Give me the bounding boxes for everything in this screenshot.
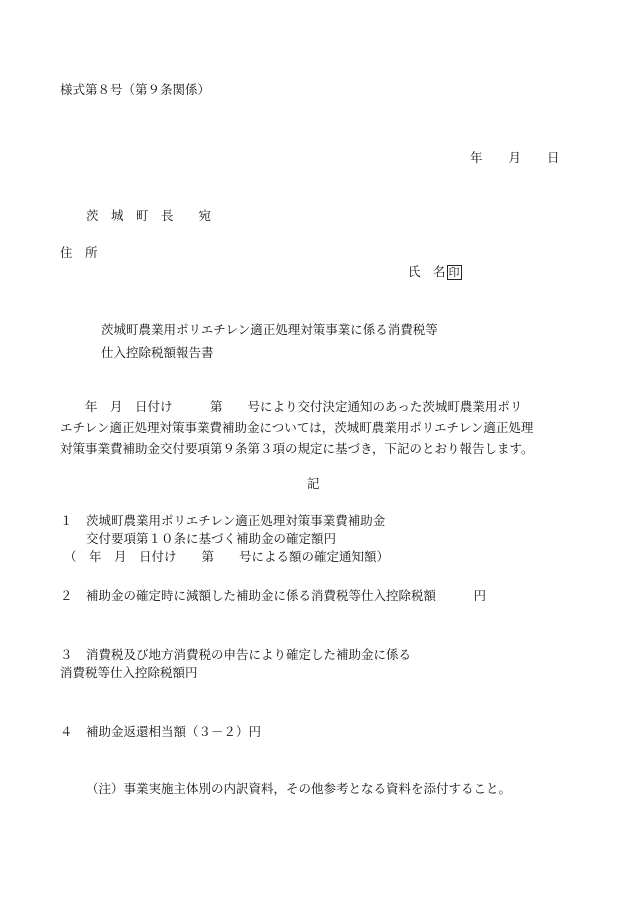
body-line-1: 年 月 日付け 第 号により交付決定通知のあった茨城町農業用ポリ (60, 399, 523, 414)
item-2 (60, 587, 486, 605)
ki-heading: 記 (307, 476, 320, 491)
body-line-2: エチレン適正処理対策事業費補助金については，茨城町農業用ポリエチレン適正処理 (60, 420, 534, 435)
item-2-number: ２ (60, 588, 73, 603)
body-paragraph (60, 396, 572, 459)
report-title (101, 318, 438, 364)
address-label: 住 所 (60, 245, 98, 260)
title-line-2: 仕入控除税額報告書 (101, 345, 214, 360)
addressee: 茨 城 町 長 宛 (86, 208, 212, 223)
date-day: 日 (547, 150, 560, 165)
item-2-line-1: 補助金の確定時に減額した補助金に係る消費税等仕入控除税額 円 (86, 588, 487, 603)
item-3-line-1: 消費税及び地方消費税の申告により確定した補助金に係る (86, 647, 412, 662)
item-1-line-2: 交付要項第１０条に基づく補助金の確定額円 (86, 531, 337, 546)
date-year: 年 (470, 150, 483, 165)
date-month: 月 (508, 150, 522, 165)
form-number: 様式第８号（第９条関係） (60, 82, 211, 97)
item-1-line-3: （ 年 月 日付け 第 号による額の確定通知額） (64, 549, 390, 564)
name-label: 氏 名 (408, 264, 446, 279)
item-4-line-1: 補助金返還相当額（３－２）円 (86, 724, 262, 739)
date-line (470, 148, 560, 166)
note: （注）事業実施主体別の内訳資料，その他参考となる資料を添付すること。 (86, 781, 512, 796)
item-4-number: ４ (60, 724, 73, 739)
item-1-line-1: 茨城町農業用ポリエチレン適正処理対策事業費補助金 (86, 513, 386, 528)
item-3-line-2: 消費税等仕入控除税額円 (60, 665, 198, 680)
seal-mark: 印 (448, 266, 460, 279)
item-3-number: ３ (60, 647, 73, 662)
item-1-number: １ (60, 513, 73, 528)
item-1 (60, 512, 389, 566)
title-line-1: 茨城町農業用ポリエチレン適正処理対策事業に係る消費税等 (101, 322, 438, 337)
item-4 (60, 723, 261, 741)
name-block (408, 262, 462, 280)
item-3 (60, 646, 411, 682)
body-line-3: 対策事業費補助金交付要項第９条第３項の規定に基づき，下記のとおり報告します。 (60, 441, 534, 456)
